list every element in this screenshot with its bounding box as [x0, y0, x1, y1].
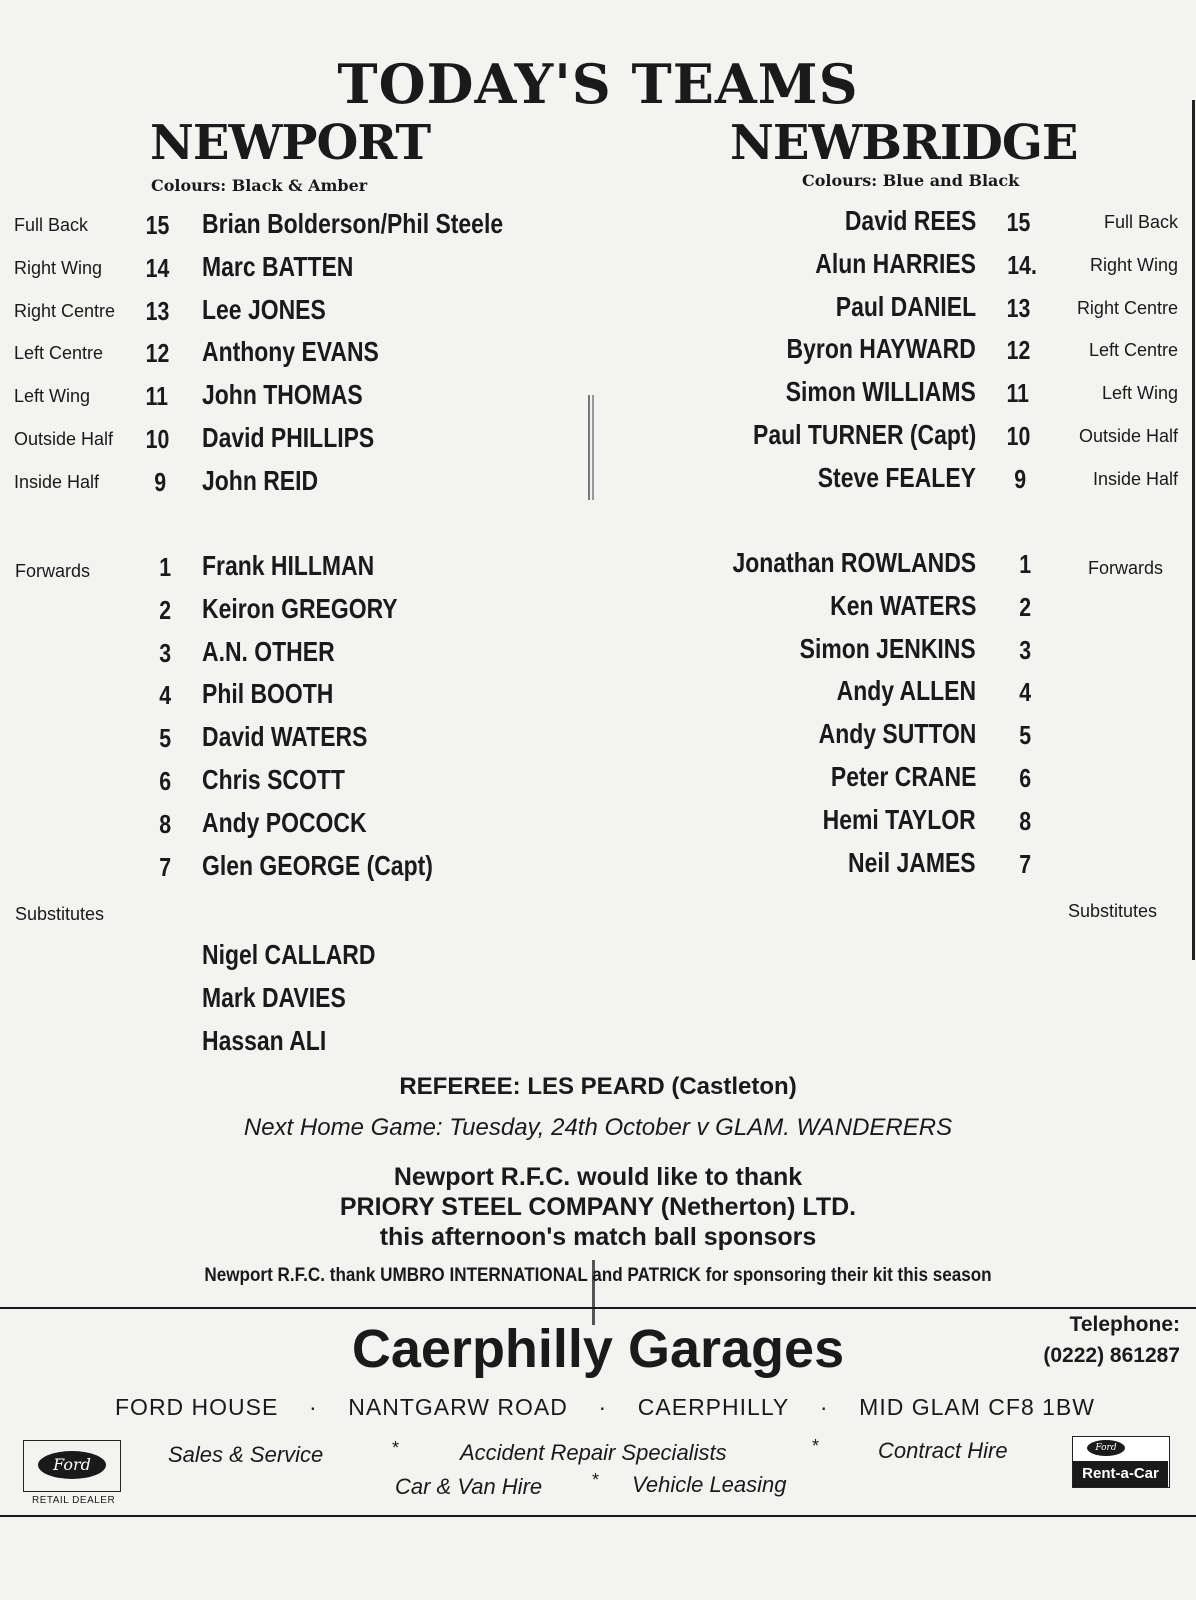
page-title: TODAY'S TEAMS: [337, 52, 859, 116]
player-name: Marc BATTEN: [202, 250, 354, 282]
advert-address: [115, 1394, 1095, 1421]
player-name: Alun HARRIES: [815, 247, 976, 279]
thanks-line-1: Newport R.F.C. would like to thank: [393, 1163, 803, 1191]
player-name: Byron HAYWARD: [786, 333, 976, 365]
player-name: Steve FEALEY: [817, 461, 976, 493]
address-separator: ·: [308, 1394, 318, 1420]
shirt-number: 14.: [1007, 249, 1037, 280]
shirt-number: 4: [159, 680, 172, 711]
position-label: Left Wing: [14, 386, 91, 407]
player-name: Phil BOOTH: [202, 678, 334, 710]
telephone-number: (0222) 861287: [1043, 1344, 1180, 1367]
shirt-number: 5: [159, 723, 172, 754]
player-name: David PHILLIPS: [202, 422, 375, 453]
home-team-name: NEWPORT: [150, 115, 431, 171]
player-name: David WATERS: [202, 721, 368, 753]
ford-logo: [23, 1440, 121, 1492]
home-team-colours: Colours: Black & Amber: [151, 176, 368, 195]
player-name: Frank HILLMAN: [202, 550, 375, 581]
player-name: Simon WILLIAMS: [785, 376, 976, 408]
shirt-number: 1: [1019, 549, 1032, 579]
position-label: Left Wing: [1101, 383, 1178, 404]
position-label: Right Centre: [1076, 297, 1178, 318]
service-sales: Sales & Service: [168, 1442, 324, 1467]
bullet-star: *: [812, 1436, 820, 1456]
shirt-number: 8: [159, 808, 172, 839]
service-car-van-hire: Car & Van Hire: [395, 1474, 543, 1499]
ford-oval-icon: Ford: [1087, 1440, 1125, 1456]
shirt-number: 9: [1014, 463, 1027, 494]
substitute-name: Nigel CALLARD: [202, 939, 376, 970]
shirt-number: 14: [145, 252, 170, 283]
address-separator: ·: [819, 1394, 829, 1420]
player-name: Andy ALLEN: [836, 675, 976, 707]
player-name: John REID: [202, 464, 319, 496]
position-label: Inside Half: [14, 471, 100, 492]
kit-sponsor-line: Newport R.F.C. thank UMBRO INTERNATIONAL and PATRICK for sponsoring their kit this season: [204, 1265, 992, 1286]
shirt-number: 12: [1006, 335, 1031, 366]
position-label: Full Back: [14, 215, 89, 235]
away-team-name: NEWBRIDGE: [730, 115, 1078, 171]
advert-top-rule: [0, 1307, 1196, 1309]
position-label: Right Centre: [14, 300, 116, 321]
staple-mark: [588, 395, 594, 500]
player-name: A.N. OTHER: [202, 635, 335, 667]
shirt-number: 8: [1019, 805, 1032, 836]
substitute-name: Hassan ALI: [202, 1024, 327, 1056]
position-label: Right Wing: [1089, 254, 1178, 275]
player-name: Brian Bolderson/Phil Steele: [202, 208, 504, 239]
player-name: Andy POCOCK: [202, 806, 367, 838]
bullet-star: *: [392, 1438, 400, 1458]
referee-line: REFEREE: LES PEARD (Castleton): [399, 1073, 797, 1100]
position-label: Inside Half: [1092, 468, 1178, 489]
shirt-number: 13: [145, 295, 170, 326]
player-name: Neil JAMES: [848, 846, 976, 878]
player-name: Peter CRANE: [830, 761, 976, 792]
position-label: Left Centre: [1088, 340, 1178, 361]
player-name: Keiron GREGORY: [202, 592, 398, 624]
shirt-number: 7: [1019, 848, 1032, 879]
position-label: Outside Half: [14, 429, 114, 449]
shirt-number: 12: [145, 338, 170, 369]
address-part: CAERPHILLY: [637, 1394, 790, 1420]
address-separator: ·: [598, 1394, 608, 1420]
rent-a-car-logo: [1072, 1436, 1170, 1488]
bullet-star: *: [592, 1470, 600, 1490]
player-name: Ken WATERS: [829, 589, 976, 621]
shirt-number: 15: [145, 210, 170, 240]
player-name: David REES: [844, 205, 976, 236]
shirt-number: 7: [159, 851, 172, 882]
shirt-number: 11: [1006, 378, 1030, 409]
advert-business-name: Caerphilly Garages: [351, 1319, 845, 1379]
home-substitutes-label: Substitutes: [15, 904, 105, 924]
position-label: Outside Half: [1078, 426, 1178, 446]
position-label: Left Centre: [14, 343, 104, 364]
shirt-number: 6: [1019, 763, 1032, 793]
shirt-number: 13: [1006, 292, 1031, 323]
player-name: John THOMAS: [202, 379, 363, 411]
service-accident-repair: Accident Repair Specialists: [460, 1440, 727, 1465]
shirt-number: 3: [159, 637, 172, 668]
shirt-number: 15: [1006, 207, 1031, 237]
ford-oval-icon: Ford: [38, 1451, 106, 1479]
player-name: Paul TURNER (Capt): [752, 419, 976, 450]
away-forwards-label: Forwards: [1088, 558, 1164, 578]
player-name: Simon JENKINS: [799, 632, 976, 664]
address-part: MID GLAM CF8 1BW: [859, 1394, 1095, 1420]
player-name: Glen GEORGE (Capt): [202, 849, 433, 881]
next-home-game: Next Home Game: Tuesday, 24th October v GLAM. WANDERERS: [243, 1114, 953, 1141]
shirt-number: 4: [1019, 677, 1032, 708]
player-name: Paul DANIEL: [835, 290, 976, 322]
player-name: Anthony EVANS: [202, 336, 379, 368]
service-vehicle-leasing: Vehicle Leasing: [632, 1472, 787, 1497]
shirt-number: 1: [159, 552, 172, 582]
advert-bottom-rule: [0, 1515, 1196, 1517]
shirt-number: 2: [1019, 591, 1032, 622]
service-contract-hire: Contract Hire: [878, 1438, 1008, 1463]
shirt-number: 6: [159, 766, 172, 796]
rent-a-car-label: Rent-a-Car: [1073, 1461, 1168, 1487]
player-name: Jonathan ROWLANDS: [732, 547, 976, 578]
shirt-number: 10: [145, 424, 170, 454]
shirt-number: 3: [1019, 634, 1032, 665]
away-substitutes-label: Substitutes: [1068, 901, 1158, 921]
player-name: Andy SUTTON: [818, 718, 976, 750]
position-label: Full Back: [1103, 212, 1178, 232]
thanks-line-2: PRIORY STEEL COMPANY (Netherton) LTD.: [339, 1193, 857, 1221]
telephone-label: Telephone:: [1069, 1313, 1180, 1336]
retail-dealer-label: RETAIL DEALER: [32, 1495, 116, 1506]
player-name: Hemi TAYLOR: [822, 803, 976, 835]
substitute-name: Mark DAVIES: [202, 981, 346, 1013]
shirt-number: 10: [1006, 421, 1031, 451]
address-part: NANTGARW ROAD: [348, 1394, 568, 1420]
page-edge: [1192, 100, 1195, 960]
address-part: FORD HOUSE: [115, 1394, 279, 1420]
shirt-number: 9: [154, 466, 167, 497]
shirt-number: 2: [159, 594, 172, 625]
away-team-colours: Colours: Blue and Black: [802, 171, 1020, 190]
shirt-number: 11: [145, 381, 169, 412]
shirt-number: 5: [1019, 720, 1032, 751]
position-label: Right Wing: [14, 257, 103, 278]
player-name: Chris SCOTT: [202, 764, 345, 795]
thanks-line-3: this afternoon's match ball sponsors: [379, 1223, 817, 1251]
home-forwards-label: Forwards: [15, 561, 91, 581]
player-name: Lee JONES: [202, 293, 326, 325]
